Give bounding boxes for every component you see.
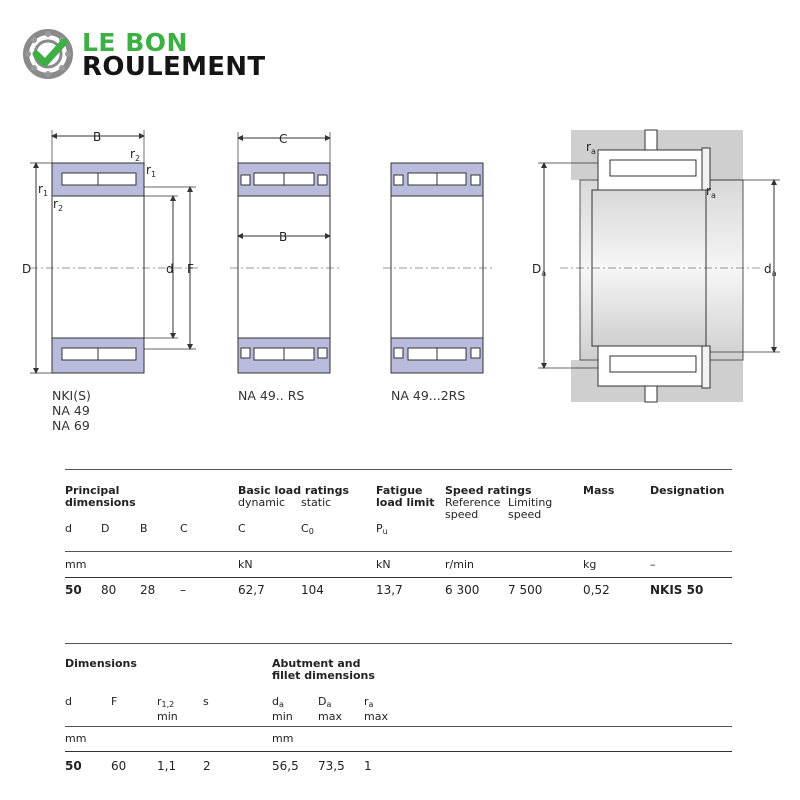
bearing-view-nkis: [30, 130, 200, 373]
unit-mm: mm: [65, 558, 87, 571]
caption-na49: NA 49: [52, 403, 90, 418]
cell-D: 80: [101, 583, 117, 597]
sym2-d: d: [65, 695, 72, 708]
cell2-ra: 1: [364, 759, 372, 773]
unit-kg: kg: [583, 558, 597, 571]
sym2-r12: $r_{1,2}$ min: [157, 695, 178, 723]
unit-rmin: r/min: [445, 558, 474, 571]
logo-line1: LE BON: [82, 28, 188, 57]
unit-kN-fatigue: kN: [376, 558, 391, 571]
table2-units-rule: [65, 726, 732, 727]
dim-B: B: [93, 130, 102, 144]
sym-D: D: [101, 522, 110, 535]
table1-units-rule: [65, 551, 732, 552]
cell2-Da: 73,5: [318, 759, 345, 773]
dim-da: $d_a$: [764, 262, 777, 278]
cell2-d: 50: [65, 759, 82, 773]
sym-B: B: [140, 522, 148, 535]
dim-Da: $D_a$: [532, 262, 547, 278]
table2-top-rule: [65, 643, 732, 644]
cell-lim-speed: 7 500: [508, 583, 543, 597]
dim-B-inner: B: [279, 230, 288, 244]
hdr-static: static: [301, 496, 332, 509]
dim-r2-top: $r_2$: [130, 147, 141, 163]
unit-designation-dash: –: [650, 558, 656, 571]
cell2-da: 56,5: [272, 759, 299, 773]
sym2-F: F: [111, 695, 118, 708]
dim-ra-top: $r_a$: [586, 140, 596, 156]
dim-ra-right: $r_a$: [706, 184, 716, 200]
hdr-basic-load-ratings: Basic load ratings: [238, 484, 350, 497]
unit-kN-load: kN: [238, 558, 253, 571]
cell-Pu: 13,7: [376, 583, 403, 597]
hdr-dimensions: Dimensions: [65, 657, 137, 670]
dim-r2-left: $r_2$: [53, 197, 64, 213]
cell-designation: NKIS 50: [650, 583, 704, 597]
brand-logo: [22, 26, 302, 86]
table1-top-rule: [65, 469, 732, 470]
cell-ref-speed: 6 300: [445, 583, 480, 597]
sym-C0: $C_0$: [301, 522, 314, 536]
sym-d: d: [65, 522, 72, 535]
sym-C: C: [180, 522, 188, 535]
sym2-ra: $r_a$ max: [364, 695, 388, 723]
cell2-s: 2: [203, 759, 211, 773]
dim-F: F: [187, 262, 194, 276]
sym2-da: $d_a$ min: [272, 695, 293, 723]
caption-variant3: NA 49...2RS: [391, 388, 466, 403]
hdr-principal-dimensions: Principal dimensions: [65, 484, 136, 509]
hdr-reference-speed: Reference speed: [445, 496, 501, 521]
cell-C: –: [180, 583, 186, 597]
hdr-speed-ratings: Speed ratings: [445, 484, 532, 497]
cell-C-dynamic: 62,7: [238, 583, 265, 597]
dim-D: D: [22, 262, 32, 276]
hdr-mass: Mass: [583, 484, 615, 497]
hdr-fatigue-load-limit: Fatigue load limit: [376, 484, 435, 509]
unit2-mm-dimensions: mm: [65, 732, 87, 745]
hdr-dynamic: dynamic: [238, 496, 286, 509]
table2-data-rule: [65, 751, 732, 752]
sym2-s: s: [203, 695, 209, 708]
sym-Pu: $P_u$: [376, 522, 388, 536]
caption-variant1: [52, 388, 91, 433]
cell-B: 28: [140, 583, 156, 597]
bearing-view-na49-rs: [230, 132, 340, 373]
bearing-technical-drawing: [0, 120, 800, 410]
unit2-mm-abutment: mm: [272, 732, 294, 745]
cell2-F: 60: [111, 759, 127, 773]
bearing-check-icon: [22, 28, 74, 80]
cell-d: 50: [65, 583, 82, 597]
hdr-designation: Designation: [650, 484, 725, 497]
cell-C0: 104: [301, 583, 324, 597]
hdr-abutment-fillet: Abutment and fillet dimensions: [272, 657, 375, 682]
dim-r1-left: $r_1$: [38, 182, 49, 198]
hdr-limiting-speed: Limiting speed: [508, 496, 553, 521]
caption-variant2: NA 49.. RS: [238, 388, 305, 403]
cell2-r12: 1,1: [157, 759, 177, 773]
sym-C-dynamic: C: [238, 522, 246, 535]
logo-line2: ROULEMENT: [82, 52, 266, 82]
caption-na69: NA 69: [52, 418, 90, 433]
bearing-view-na49-2rs: [383, 163, 492, 373]
dim-r1-top: $r_1$: [146, 163, 157, 179]
cell-mass: 0,52: [583, 583, 610, 597]
table1-data-rule: [65, 577, 732, 578]
dim-d: d: [166, 262, 174, 276]
bearing-mounting-view: [538, 130, 780, 402]
caption-nkis: NKI(S): [52, 388, 91, 403]
sym2-Da: $D_a$ max: [318, 695, 342, 723]
dim-C: C: [279, 132, 288, 146]
